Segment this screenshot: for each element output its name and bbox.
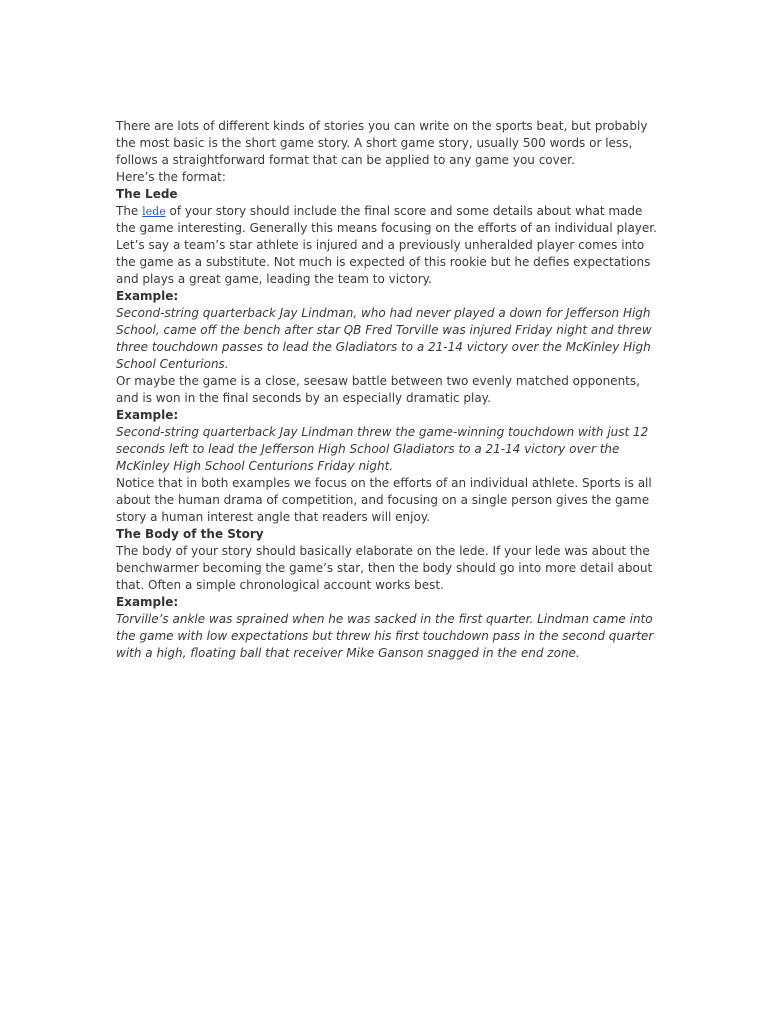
section-heading-body: The Body of the Story — [116, 527, 264, 541]
lede-paragraph — [116, 203, 661, 237]
intro-paragraph: There are lots of different kinds of stories you can write on the sports beat, but probably the most basic is the short game story. A short game story, usually 500 words or less, follows a straightforward format that can be applied to any game you cover. — [116, 119, 648, 167]
example-text: Second-string quarterback Jay Lindman threw the game-winning touchdown with just 12 seconds left to lead the Jefferson High School Gladiators to a 21-14 victory over the McKinley High School Centurions Friday night. — [116, 425, 649, 473]
lede-paragraph-end: of your story should include the final score and some details about what made the game interesting. Generally this means focusing on the efforts of an individual player. — [116, 204, 657, 235]
seesaw-paragraph: Or maybe the game is a close, seesaw battle between two evenly matched opponents, and is won in the final seconds by an especially dramatic play. — [116, 374, 640, 405]
human-drama-paragraph: Notice that in both examples we focus on the efforts of an individual athlete. Sports is all about the human drama of competition, and focusing on a single person gives the game story a human interest angle that readers will enjoy. — [116, 476, 652, 524]
example-label: Example: — [116, 595, 179, 609]
article-body — [116, 118, 661, 662]
star-athlete-paragraph: Let’s say a team’s star athlete is injured and a previously unheralded player comes into the game as a substitute. Not much is expected of this rookie but he defies expectations and plays a great game, leading the team to victory. — [116, 238, 651, 286]
body-paragraph: The body of your story should basically elaborate on the lede. If your lede was about the benchwarmer becoming the game’s star, then the body should go into more detail about that. Often a simple chronological account works best. — [116, 544, 653, 592]
lede-link[interactable]: lede — [142, 205, 166, 218]
example-label: Example: — [116, 408, 179, 422]
section-heading-lede: The Lede — [116, 187, 178, 201]
example-text: Second-string quarterback Jay Lindman, who had never played a down for Jefferson High School, came off the bench after star QB Fred Torville was injured Friday night and threw three touchdown passes to lead the Gladiators to a 21-14 victory over the McKinley High School Centurions. — [116, 306, 652, 371]
example-text: Torville’s ankle was sprained when he was sacked in the first quarter. Lindman came into the game with low expectations but threw his first touchdown pass in the second quarter with a high, floating ball that receiver Mike Ganson snagged in the end zone. — [116, 612, 654, 660]
example-label: Example: — [116, 289, 179, 303]
lede-paragraph-start: The — [116, 204, 143, 218]
format-intro: Here’s the format: — [116, 170, 226, 184]
